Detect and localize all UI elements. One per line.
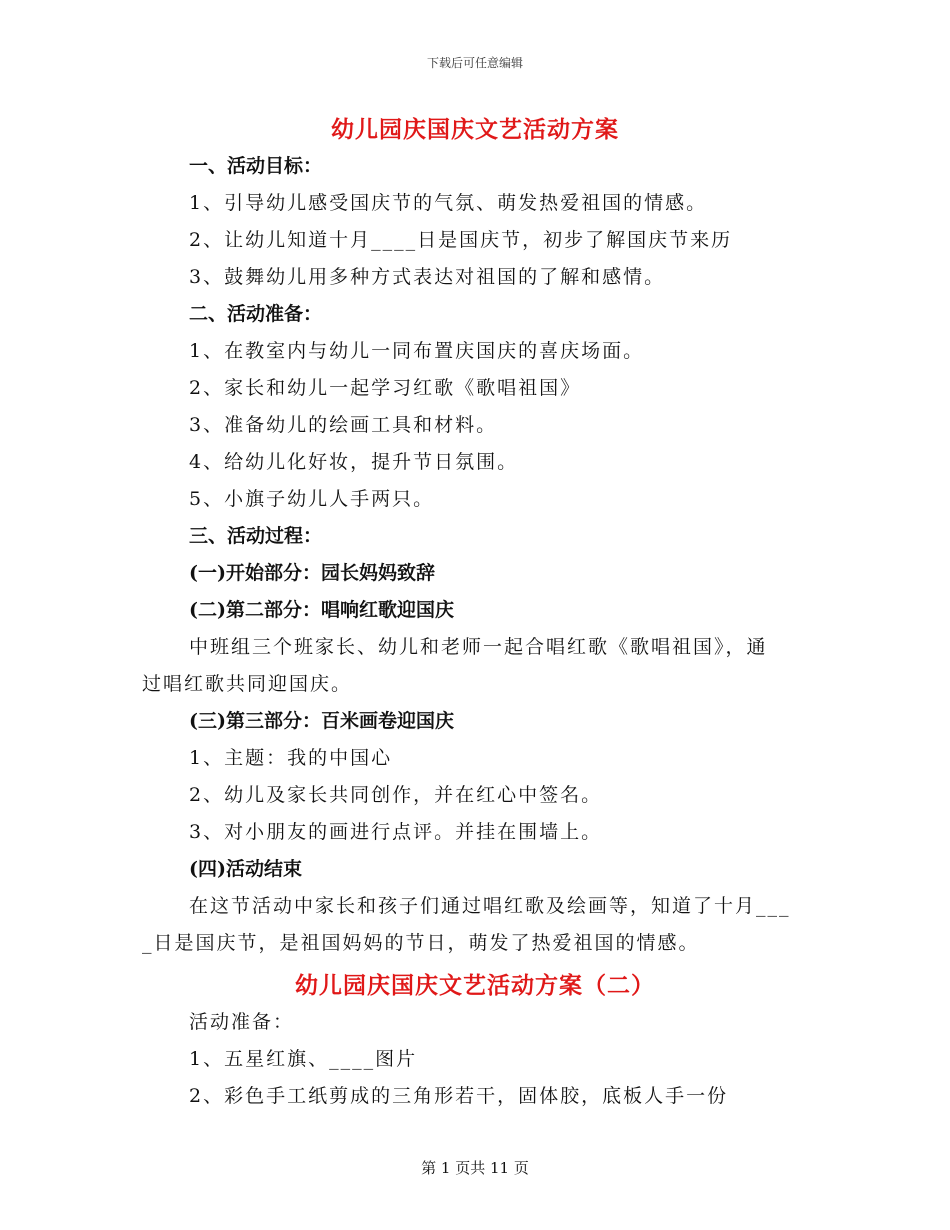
paragraph-line: 过唱红歌共同迎国庆。 bbox=[142, 673, 353, 695]
subheading-part1: (一)开始部分：园长妈妈致辞 bbox=[189, 562, 435, 584]
document-title: 幼儿园庆国庆文艺活动方案 bbox=[331, 116, 619, 143]
page-header: 下载后可任意编辑 bbox=[426, 56, 523, 70]
paragraph-line: _日是国庆节，是祖国妈妈的节日，萌发了热爱祖国的情感。 bbox=[142, 932, 700, 954]
list-item: 2、彩色手工纸剪成的三角形若干，固体胶，底板人手一份 bbox=[189, 1085, 729, 1107]
section-heading-process: 三、活动过程： bbox=[189, 525, 323, 547]
list-item: 3、对小朋友的画进行点评。并挂在围墙上。 bbox=[189, 821, 603, 843]
list-item: 1、五星红旗、____图片 bbox=[189, 1048, 418, 1070]
list-item: 1、引导幼儿感受国庆节的气氛、萌发热爱祖国的情感。 bbox=[189, 192, 708, 214]
section-heading-preparation: 二、活动准备： bbox=[189, 303, 323, 325]
list-item: 2、幼儿及家长共同创作，并在红心中签名。 bbox=[189, 784, 603, 806]
list-item: 1、主题：我的中国心 bbox=[189, 747, 393, 769]
list-item: 3、鼓舞幼儿用多种方式表达对祖国的了解和感情。 bbox=[189, 266, 666, 288]
list-item: 5、小旗子幼儿人手两只。 bbox=[189, 488, 435, 510]
list-item: 3、准备幼儿的绘画工具和材料。 bbox=[189, 414, 498, 436]
section-heading-goals: 一、活动目标： bbox=[189, 155, 323, 177]
list-item: 2、家长和幼儿一起学习红歌《歌唱祖国》 bbox=[189, 377, 582, 399]
list-item: 2、让幼儿知道十月____日是国庆节，初步了解国庆节来历 bbox=[189, 229, 733, 251]
paragraph-line: 中班组三个班家长、幼儿和老师一起合唱红歌《歌唱祖国》，通 bbox=[189, 636, 768, 658]
page-footer: 第 1 页共 11 页 bbox=[421, 1159, 529, 1177]
list-item: 4、给幼儿化好妆，提升节日氛围。 bbox=[189, 451, 519, 473]
paragraph-line: 在这节活动中家长和孩子们通过唱红歌及绘画等，知道了十月___ bbox=[189, 895, 791, 917]
subheading-part3: (三)第三部分：百米画卷迎国庆 bbox=[189, 710, 454, 732]
document-title-2: 幼儿园庆国庆文艺活动方案（二） bbox=[295, 972, 655, 999]
section-label-preparation: 活动准备： bbox=[189, 1011, 295, 1033]
document-body bbox=[0, 112, 950, 1115]
subheading-part4: (四)活动结束 bbox=[189, 858, 302, 880]
list-item: 1、在教室内与幼儿一同布置庆国庆的喜庆场面。 bbox=[189, 340, 645, 362]
subheading-part2: (二)第二部分：唱响红歌迎国庆 bbox=[189, 599, 454, 621]
